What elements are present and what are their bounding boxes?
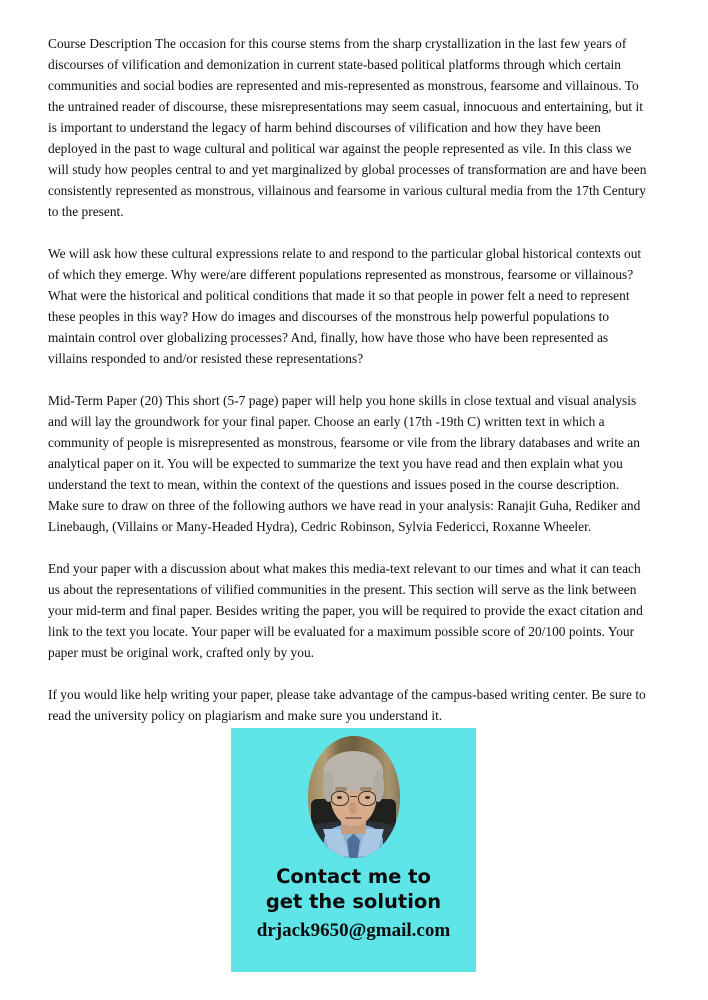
paragraph-course-description: Course Description The occasion for this course stems from the sharp crystallization in the last few years of discourses of vilification and demonization in current state-based political platforms through which certain communities and social bodies are represented and mis-represented as monstrous, fearsome and villainous. To the untrained reader of discourse, these misrepresentations may seem casual, innocuous and entertaining, but it is important to understand the legacy of harm behind discourses of vilification and how they have been deployed in the past to wage cultural and political war against the people represented as vile. In this class we will study how peoples central to and yet marginalized by global processes of transformation are and have been consistently represented as monstrous, villainous and fearsome in various cultural media from the 17th Century to the present. [48, 36, 650, 219]
paragraph-questions: We will ask how these cultural expressions relate to and respond to the particular global historical contexts out of which they emerge. Why were/are different populations represented as monstrous, fearsome or villainous? What were the historical and political conditions that made it so that people in power felt a need to represent these peoples in this way? How do images and discourses of the monstrous help powerful populations to maintain control over globalizing processes? And, finally, how have those who have been represented as villains responded to and/or resisted these representations? [48, 246, 645, 366]
photo-mouth [345, 817, 362, 820]
contact-headline-line2: get the solution [265, 890, 442, 913]
document-text-body [48, 33, 648, 726]
paragraph-writing-center: If you would like help writing your paper, please take advantage of the campus-based writing center. Be sure to read the university policy on plagiarism and make sure you understand it. [48, 687, 650, 723]
avatar [308, 736, 400, 858]
paragraph-midterm-paper: Mid-Term Paper (20) This short (5-7 page) paper will help you hone skills in close textual and visual analysis and will lay the groundwork for your final paper. Choose an early (17th -19th C) written text in which a community of people is misrepresented as monstrous, fearsome or vile from the library databases and write an analytical paper on it. You will be expected to summarize the text you have read and then explain what you understand the text to mean, within the context of the questions and issues posed in the course description. Make sure to draw on three of the following authors we have read in your analysis: Ranajit Guha, Rediker and Linebaugh, (Villains or Many-Headed Hydra), Cedric Robinson, Sylvia Federicci, Roxanne Wheeler. [48, 393, 644, 534]
contact-headline-line1: Contact me to [276, 865, 431, 888]
photo-eye-left [337, 796, 342, 800]
contact-email-address[interactable]: drjack9650@gmail.com [256, 920, 451, 941]
eyeglasses-bridge-icon [350, 796, 357, 798]
paragraph-end-your-paper: End your paper with a discussion about what makes this media-text relevant to our times and what it can teach us about the representations of vilified communities in the present. This section will serve as the link between your mid-term and final paper. Besides writing the paper, you will be required to provide the exact citation and link to the text you locate. Your paper will be evaluated for a maximum possible score of 20/100 points. Your paper must be original work, crafted only by you. [48, 561, 647, 660]
contact-overlay-card[interactable] [231, 728, 476, 972]
